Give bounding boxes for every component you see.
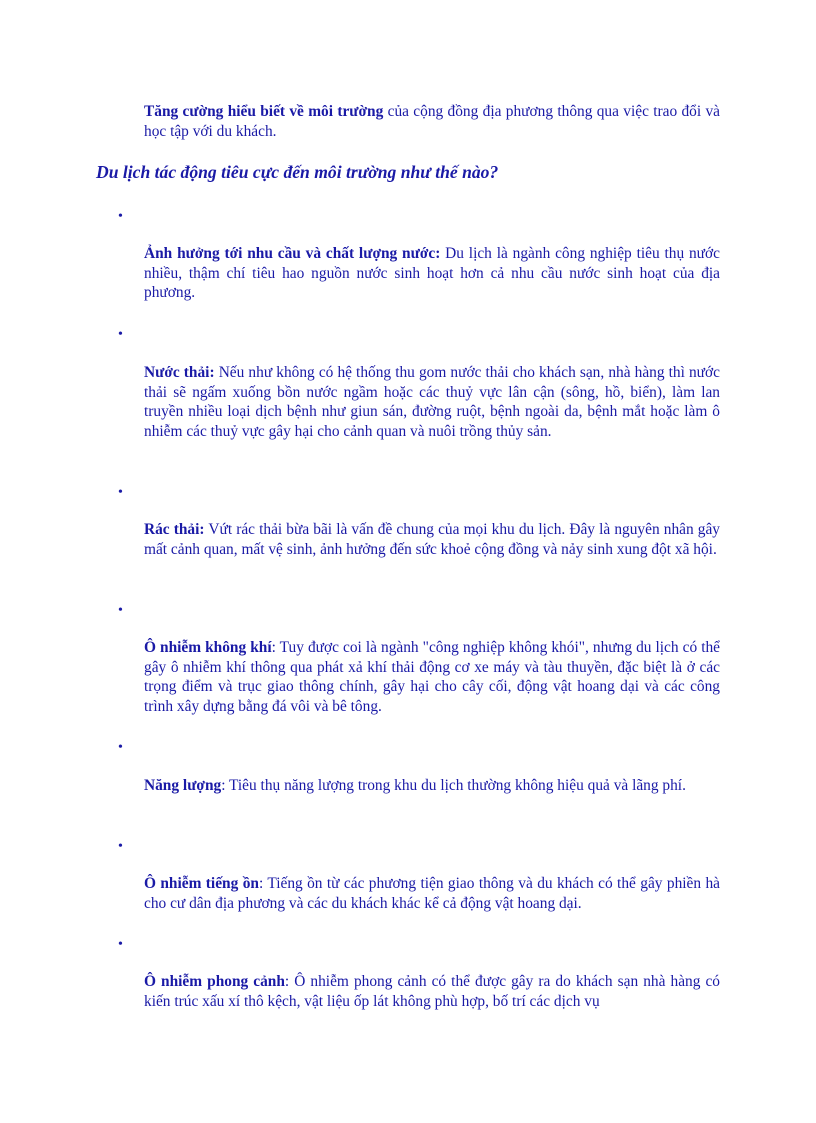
section-heading: Du lịch tác động tiêu cực đến môi trường như thế nào? (96, 162, 499, 182)
item-term: Ảnh hưởng tới nhu cầu và chất lượng nước: (144, 245, 441, 262)
intro-term: Tăng cường hiểu biết về môi trường (144, 103, 384, 120)
item-text: : Tiêu thụ năng lượng trong khu du lịch thường không hiệu quả và lãng phí. (221, 777, 686, 794)
item-term: Năng lượng (144, 777, 222, 794)
item-text: : Tuy được coi là ngành "công nghiệp không khói", nhưng du lịch có thể gây ô nhiễm khí thông qua phát xả khí thải động cơ xe máy và tàu thuyền, đặc biệt là ở các trọng điểm và trục giao thông chính, gây hại cho cây cối, động vật hoang dại và các công trình xây dựng bằng đá vôi và bê tông. (144, 639, 721, 715)
list-item-solid-waste (144, 520, 720, 559)
intro-text: của cộng đồng địa phương thông qua việc trao đổi và học tập với du khách. (144, 103, 720, 140)
item-text: : Ô nhiễm phong cảnh có thể được gây ra do khách sạn nhà hàng có kiến trúc xấu xí thô kệch, vật liệu ốp lát không phù hợp, bố trí các dịch vụ (144, 973, 720, 1010)
item-text: Du lịch là ngành công nghiệp tiêu thụ nước nhiều, thậm chí tiêu hao nguồn nước sinh hoạt hơn cả nhu cầu nước sinh hoạt của địa phương. (144, 245, 720, 302)
bullet-6: • (118, 839, 123, 854)
item-term: Ô nhiễm phong cảnh (144, 973, 285, 990)
item-term: Rác thải: (144, 521, 205, 538)
item-text: : Tiếng ồn từ các phương tiện giao thông và du khách có thể gây phiền hà cho cư dân địa phương và các du khách khác kể cả động vật hoang dại. (144, 875, 720, 912)
list-item-water-demand (144, 244, 720, 303)
list-item-noise-pollution (144, 874, 720, 913)
intro-paragraph (144, 102, 720, 141)
bullet-1: • (118, 209, 123, 224)
bullet-5: • (118, 740, 123, 755)
item-text: Nếu như không có hệ thống thu gom nước thải cho khách sạn, nhà hàng thì nước thải sẽ ngấm xuống bồn nước ngầm hoặc các thuỷ vực lân cận (sông, hồ, biển), làm lan truyền nhiều loại dịch bệnh như giun sán, đường ruột, bệnh ngoài da, bệnh mắt hoặc làm ô nhiễm các thuỷ vực gây hại cho cảnh quan và nuôi trồng thủy sản. (144, 364, 720, 440)
item-term: Ô nhiễm không khí (144, 639, 272, 656)
item-text: Vứt rác thải bừa bãi là vấn đề chung của mọi khu du lịch. Đây là nguyên nhân gây mất cảnh quan, mất vệ sinh, ảnh hưởng đến sức khoẻ cộng đồng và nảy sinh xung đột xã hội. (144, 521, 720, 558)
list-item-landscape-pollution (144, 972, 720, 1011)
bullet-3: • (118, 485, 123, 500)
item-term: Ô nhiễm tiếng ồn (144, 875, 259, 892)
list-item-energy (144, 776, 720, 796)
bullet-4: • (118, 603, 123, 618)
item-term: Nước thải: (144, 364, 215, 381)
list-item-wastewater (144, 363, 720, 441)
bullet-2: • (118, 327, 123, 342)
bullet-7: • (118, 937, 123, 952)
list-item-air-pollution (144, 638, 720, 716)
